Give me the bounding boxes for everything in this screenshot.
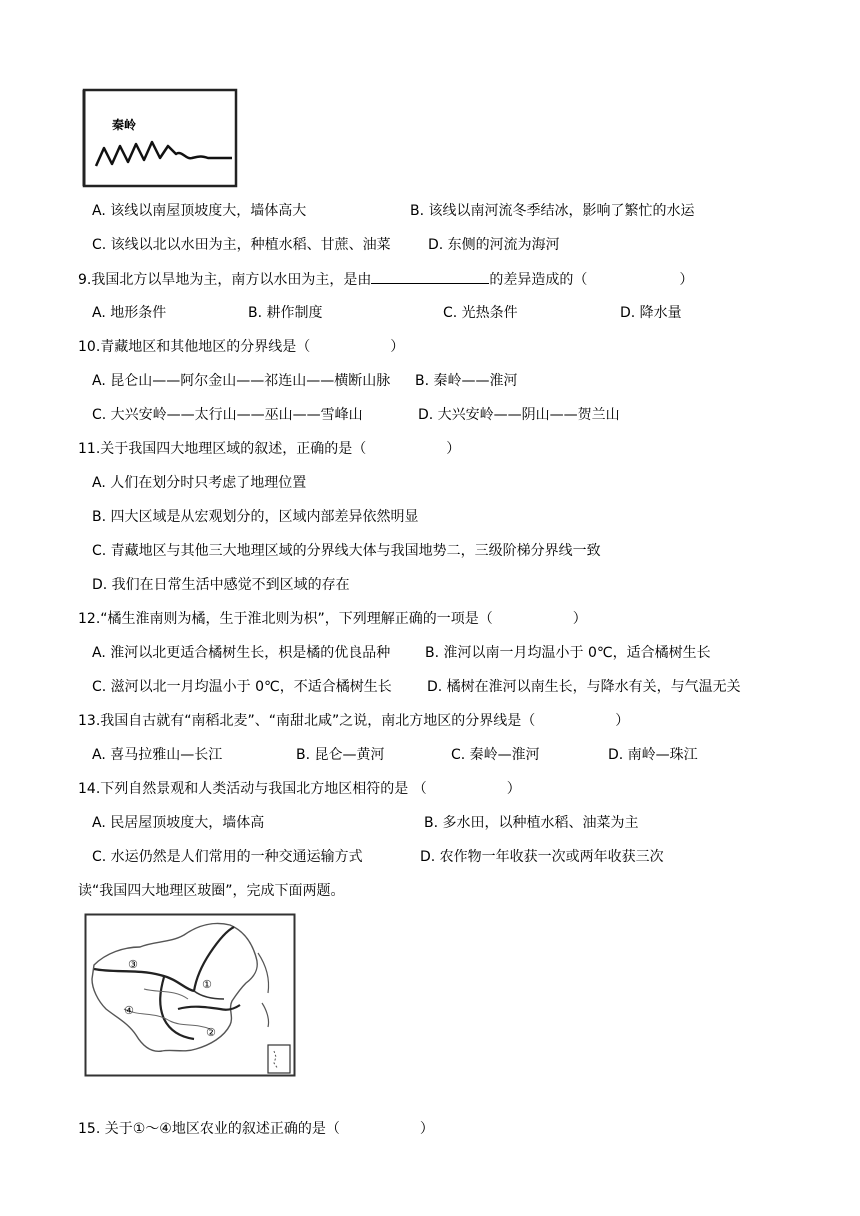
q13-stem-text: 13.我国自古就有“南稻北麦”、“南甜北咸”之说，南北方地区的分界线是（ [78,713,536,729]
q14-option-b: B. 多水田，以种植水稻、油菜为主 [424,815,639,831]
map-label-2: ② [206,1026,216,1039]
q12-option-a: A. 淮河以北更适合橘树生长，枳是橘的优良品种 [92,645,391,661]
q13-option-a: A. 喜马拉雅山—长江 [92,747,223,763]
map-label-1: ① [202,978,212,991]
q13-option-c: C. 秦岭—淮河 [451,747,540,763]
q12-option-b: B. 淮河以南一月均温小于 0℃，适合橘树生长 [425,645,711,661]
qinling-label: 秦岭 [112,118,137,132]
china-region-map [84,913,296,1077]
q9-stem-post: 的差异造成的（ [489,272,588,288]
q11-option-a: A. 人们在划分时只考虑了地理位置 [92,475,307,491]
q9-blank [371,269,489,284]
q11-paren-close: ） [446,441,461,457]
q12-stem-text: 12.“橘生淮南则为橘，生于淮北则为枳”，下列理解正确的一项是（ [78,611,493,627]
q11-option-b: B. 四大区域是从宏观划分的，区域内部差异依然明显 [92,509,419,525]
china-region-map-svg [84,913,296,1077]
q12-option-d: D. 橘树在淮河以南生长，与降水有关，与气温无关 [427,679,741,695]
q10-option-d: D. 大兴安岭——阴山——贺兰山 [418,407,620,423]
q15-stem-text: 15. 关于①～④地区农业的叙述正确的是（ [78,1121,340,1137]
q9-paren-close: ） [679,272,694,288]
q11-stem [78,439,460,459]
q8-option-c: C. 该线以北以水田为主，种植水稻、甘蔗、油菜 [92,237,391,253]
q8-option-b: B. 该线以南河流冬季结冰，影响了繁忙的水运 [410,203,695,219]
q10-option-b: B. 秦岭——淮河 [415,373,518,389]
q10-paren-close: ） [390,339,405,355]
q15-stem [78,1119,434,1139]
q9-option-c: C. 光热条件 [443,305,518,321]
q10-stem-text: 10.青藏地区和其他地区的分界线是（ [78,339,311,355]
q13-paren-close: ） [615,713,630,729]
q10-option-c: C. 大兴安岭——太行山——巫山——雪峰山 [92,407,363,423]
qinling-sketch [82,88,240,190]
q14-stem [78,779,521,799]
q11-stem-text: 11.关于我国四大地理区域的叙述，正确的是（ [78,441,367,457]
q11-option-c: C. 青藏地区与其他三大地理区域的分界线大体与我国地势二，三级阶梯分界线一致 [92,543,601,559]
q12-stem [78,609,587,629]
qinling-figure [82,88,240,190]
q10-option-a: A. 昆仑山——阿尔金山——祁连山——横断山脉 [92,373,391,389]
q9-stem [78,269,693,289]
map-label-4: ④ [124,1004,134,1017]
q14-option-c: C. 水运仍然是人们常用的一种交通运输方式 [92,849,363,865]
q12-paren-close: ） [572,611,587,627]
q10-stem [78,337,404,357]
q9-stem-pre: 9.我国北方以旱地为主，南方以水田为主，是由 [78,272,372,288]
q15-paren-close: ） [419,1121,434,1137]
q14-paren-close: ） [506,781,521,797]
q9-option-a: A. 地形条件 [92,305,167,321]
q9-option-b: B. 耕作制度 [248,305,323,321]
q14-stem-text: 14.下列自然景观和人类活动与我国北方地区相符的是 （ [78,781,427,797]
q13-stem [78,711,629,731]
map-label-3: ③ [128,958,138,971]
q8-option-a: A. 该线以南屋顶坡度大，墙体高大 [92,203,307,219]
q14-option-d: D. 农作物一年收获一次或两年收获三次 [420,849,664,865]
q9-option-d: D. 降水量 [620,305,682,321]
q13-option-b: B. 昆仑—黄河 [296,747,385,763]
q13-option-d: D. 南岭—珠江 [608,747,698,763]
q8-option-d: D. 东侧的河流为海河 [428,237,560,253]
q14-option-a: A. 民居屋顶坡度大，墙体高 [92,815,265,831]
reading-prompt: 读“我国四大地理区玻圈”，完成下面两题。 [78,883,345,899]
q11-option-d: D. 我们在日常生活中感觉不到区域的存在 [92,577,350,593]
q12-option-c: C. 滋河以北一月均温小于 0℃，不适合橘树生长 [92,679,392,695]
